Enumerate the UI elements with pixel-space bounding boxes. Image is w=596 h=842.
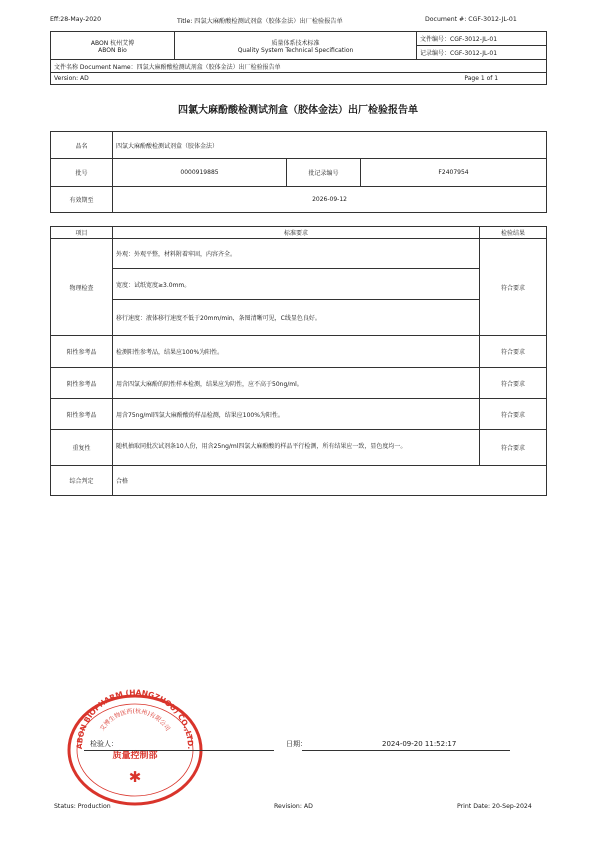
file-number: 文件编号：CGF-3012-JL-01 — [417, 32, 547, 46]
svg-text:艾博生物医药(杭州)有限公司 — [98, 707, 172, 732]
seal-star-icon: ✱ — [128, 768, 142, 786]
record-value: F2407954 — [361, 159, 547, 187]
system-en: Quality System Technical Specification — [237, 46, 354, 54]
report-title: 四氯大麻酚酸检测试剂盒（胶体金法）出厂检验报告单 — [178, 105, 418, 116]
header-requirement: 标准要求 — [113, 227, 480, 239]
row-result: 符合要求 — [480, 430, 547, 466]
row-item: 阴性参考品 — [51, 368, 113, 399]
company-seal — [60, 686, 210, 806]
seal-outer-text: ABON BIOPHARM (HANGZHOU) CO.,LTD. — [74, 687, 196, 750]
conclusion-value: 合格 — [113, 466, 547, 496]
row-requirement: 用含75ng/ml四氯大麻酚酸的样品检测，结果应100%为阳性。 — [113, 399, 480, 430]
info-table — [50, 131, 547, 213]
row-result: 符合要求 — [480, 399, 547, 430]
footer-print-date: Print Date: 20-Sep-2024 — [457, 803, 532, 810]
physical-req-width: 宽度：试纸宽度≥3.0mm。 — [113, 269, 480, 300]
batch-value: 0000919885 — [113, 159, 287, 187]
date-label: 日期： — [286, 740, 307, 748]
row-item: 重复性 — [51, 430, 113, 466]
date-value: 2024-09-20 11:52:17 — [382, 740, 457, 748]
seal-inner-text: 艾博生物医药(杭州)有限公司 — [98, 707, 172, 733]
system-cell — [175, 32, 417, 60]
physical-label: 物理检查 — [51, 239, 113, 336]
effective-date: Eff:28-May-2020 — [50, 16, 102, 23]
header-item: 项目 — [51, 227, 113, 239]
batch-label: 批号 — [51, 159, 113, 187]
expiry-label: 有效期至 — [51, 187, 113, 213]
page-number: Page 1 of 1 — [417, 73, 547, 85]
system-cn: 质量体系技术标准 — [271, 39, 320, 47]
document-name: 文件名称 Document Name：四氯大麻酚酸检测试剂盒（胶体金法）出厂检验报告单 — [51, 60, 547, 73]
physical-result: 符合要求 — [480, 239, 547, 336]
inspector-label: 检验人： — [90, 740, 118, 748]
version: Version: AD — [51, 73, 417, 85]
record-number: 记录编号：CGF-3012-JL-01 — [417, 46, 547, 60]
expiry-value: 2026-09-12 — [113, 187, 547, 213]
inspection-table — [50, 226, 547, 496]
company-cell — [51, 32, 175, 60]
document-number: Document #: CGF-3012-JL-01 — [425, 16, 517, 23]
row-requirement: 随机抽取同批次试剂条10人份，用含25ng/ml四氯大麻酚酸的样品平行检测，所有结果应一致，显色度均一。 — [113, 430, 480, 466]
name-value: 四氯大麻酚酸检测试剂盒（胶体金法） — [113, 132, 547, 159]
row-result: 符合要求 — [480, 368, 547, 399]
header-result: 检验结果 — [480, 227, 547, 239]
inspector-signature-line — [84, 750, 274, 751]
date-line — [302, 750, 510, 751]
physical-req-appearance: 外观：外观平整，材料附着牢固，内容齐全。 — [113, 239, 480, 269]
record-label: 批记录编号 — [287, 159, 361, 187]
company-en: ABON Bio — [98, 46, 127, 54]
header-table — [50, 31, 547, 85]
row-requirement: 检测阳性参考品，结果应100%为阳性。 — [113, 336, 480, 368]
footer-status: Status: Production — [54, 803, 111, 810]
name-label: 品名 — [51, 132, 113, 159]
row-requirement: 用含四氯大麻酚的阴性样本检测，结果应为阴性，应不高于50ng/ml。 — [113, 368, 480, 399]
row-item: 阳性参考品 — [51, 399, 113, 430]
company-cn: ABON 杭州艾博 — [90, 39, 135, 47]
conclusion-label: 综合判定 — [51, 466, 113, 496]
row-item: 阳性参考品 — [51, 336, 113, 368]
footer-revision: Revision: AD — [274, 803, 313, 810]
physical-req-speed: 移行速度：液体移行速度不低于20mm/min，条图清晰可见，C线显色良好。 — [113, 300, 480, 336]
document-title: Title: 四氯大麻酚酸检测试剂盒（胶体金法）出厂检验报告单 — [177, 18, 343, 25]
seal-center-text: 质量控制部 — [112, 751, 158, 761]
row-result: 符合要求 — [480, 336, 547, 368]
